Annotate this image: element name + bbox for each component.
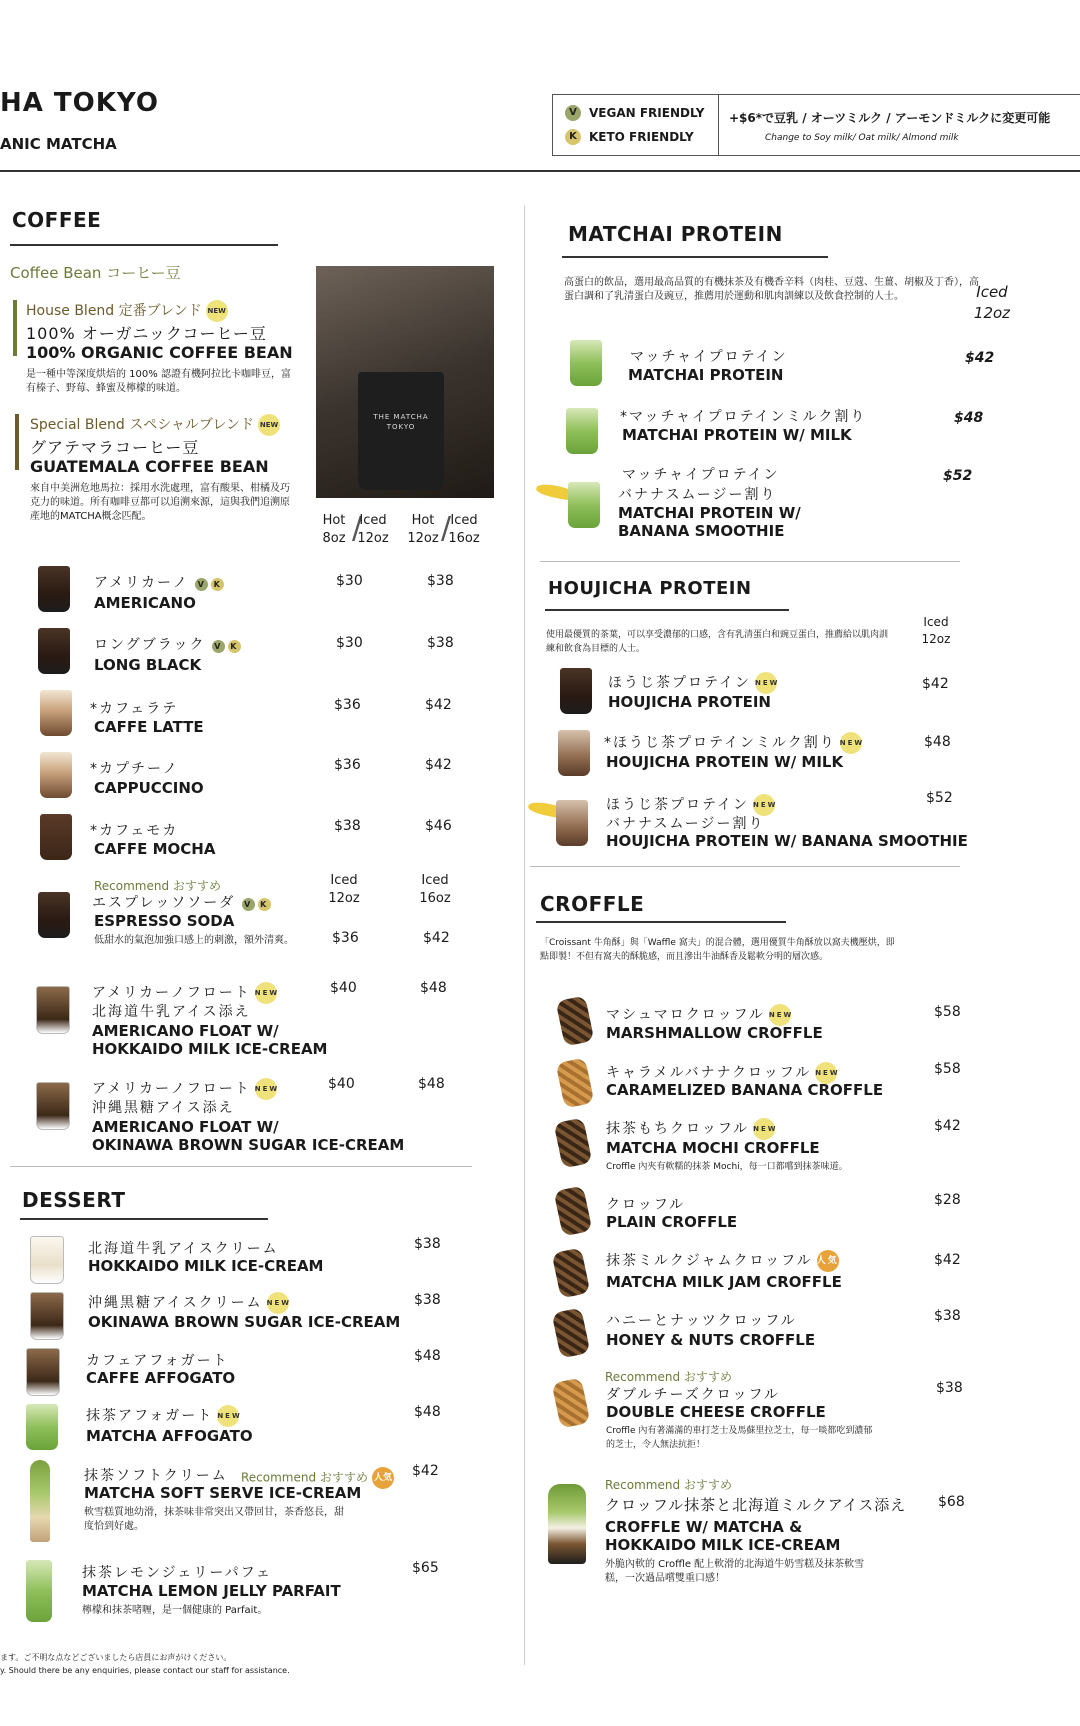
matcha-mochi-croffle-price: $42 bbox=[934, 1118, 961, 1134]
new-badge: NEW bbox=[755, 672, 777, 694]
house-blend-marker bbox=[13, 300, 17, 356]
caffe-mocha-en: CAFFE MOCHA bbox=[94, 840, 216, 858]
americano-price-2: $38 bbox=[427, 573, 454, 589]
houjicha-protein-jp: ほうじ茶プロテイン bbox=[608, 675, 752, 691]
houjicha-protein-en: HOUJICHA PROTEIN bbox=[608, 693, 771, 711]
footer-note-jp: ます。ご不明な点などございましたら店員にお声がけください。 bbox=[0, 1653, 232, 1662]
honey-nuts-croffle-price: $38 bbox=[934, 1308, 961, 1324]
honey-nuts-croffle-image bbox=[552, 1307, 591, 1358]
keto-badge-icon: K bbox=[211, 578, 224, 591]
footer-note-en: y. Should there be any enquiries, please contact our staff for assistance. bbox=[0, 1666, 290, 1675]
matchai-protein-banana-jp1: マッチャイプロテイン bbox=[622, 467, 780, 483]
coffee-title-rule bbox=[10, 244, 278, 246]
croffle-matcha-hokkaido-price: $68 bbox=[938, 1494, 965, 1510]
plain-croffle-image bbox=[554, 1185, 593, 1236]
size-header-hot-8oz bbox=[316, 512, 352, 548]
matcha-affogato-image bbox=[26, 1404, 58, 1450]
hokkaido-ice-cream-jp: 北海道牛乳アイスクリーム bbox=[88, 1241, 279, 1257]
float-okinawa-en1: AMERICANO FLOAT W/ bbox=[92, 1118, 279, 1136]
matcha-soft-serve-en: MATCHA SOFT SERVE ICE-CREAM bbox=[84, 1484, 362, 1502]
size-oz: 16oz bbox=[419, 891, 451, 906]
marshmallow-croffle-image bbox=[556, 995, 595, 1046]
size-oz: 12oz bbox=[407, 531, 439, 546]
okinawa-ice-cream-en: OKINAWA BROWN SUGAR ICE-CREAM bbox=[88, 1313, 401, 1331]
matcha-soft-serve-desc: 軟雪糕質地幼滑，抹茶味非常突出又帶回甘，茶香悠長，甜度恰到好處。 bbox=[84, 1507, 344, 1532]
houjicha-desc: 使用最優質的茶葉，可以享受濃郁的口感，含有乳清蛋白和豌豆蛋白，推薦給以肌肉訓練和飲食為目標的人士。 bbox=[546, 630, 889, 654]
matchai-protein-banana-price: $52 bbox=[943, 468, 973, 484]
float-hokkaido-en2: HOKKAIDO MILK ICE-CREAM bbox=[92, 1040, 328, 1058]
matcha-affogato-price: $48 bbox=[414, 1404, 441, 1420]
legend-vegan bbox=[565, 105, 704, 121]
menu-item-jp bbox=[606, 1250, 839, 1272]
cappuccino-price-2: $42 bbox=[425, 757, 452, 773]
espresso-soda-size-2 bbox=[417, 872, 453, 908]
double-cheese-croffle-recommend: Recommend おすすめ bbox=[605, 1370, 733, 1384]
matchai-protein-milk-price: $48 bbox=[954, 410, 984, 426]
caffe-latte-price-2: $42 bbox=[425, 697, 452, 713]
houjicha-section-title: HOUJICHA PROTEIN bbox=[548, 578, 752, 599]
size-type: Iced bbox=[976, 283, 1008, 301]
float-okinawa-jp1: アメリカーノフロート bbox=[92, 1081, 251, 1097]
matchai-protein-milk-jp: *マッチャイプロテインミルク割り bbox=[620, 409, 867, 425]
double-cheese-croffle-image bbox=[552, 1377, 591, 1428]
legend-keto-label: KETO FRIENDLY bbox=[589, 130, 694, 144]
menu-item-jp bbox=[606, 1004, 794, 1026]
size-oz: 12oz bbox=[921, 632, 951, 646]
houjicha-protein-price: $42 bbox=[922, 676, 949, 692]
okinawa-ice-cream-jp: 沖縄黒糖アイスクリーム bbox=[88, 1295, 263, 1311]
new-badge: NEW bbox=[769, 1004, 791, 1026]
float-okinawa-price-1: $40 bbox=[328, 1076, 355, 1092]
matcha-affogato-jp: 抹茶アフォガート bbox=[86, 1408, 214, 1424]
caffe-latte-price-1: $36 bbox=[334, 697, 361, 713]
new-badge: NEW bbox=[255, 982, 277, 1004]
menu-item-jp bbox=[608, 672, 780, 694]
float-okinawa-price-2: $48 bbox=[418, 1076, 445, 1092]
new-badge: NEW bbox=[217, 1405, 239, 1427]
long-black-image bbox=[38, 628, 70, 674]
matchai-protein-image bbox=[570, 340, 602, 386]
espresso-soda-price-2: $42 bbox=[423, 930, 450, 946]
float-okinawa-jp2: 沖縄黒糖アイス添え bbox=[92, 1100, 235, 1116]
cappuccino-jp: *カプチーノ bbox=[90, 761, 179, 777]
dessert-title-rule bbox=[20, 1218, 268, 1220]
croffle-matcha-hokkaido-image bbox=[548, 1484, 586, 1564]
menu-item-jp bbox=[88, 1292, 289, 1314]
houjicha-croffle-divider bbox=[530, 866, 960, 867]
americano-image bbox=[38, 566, 70, 612]
special-blend-jp: グアテマラコーヒー豆 bbox=[30, 438, 200, 457]
matcha-lemon-parfait-jp: 抹茶レモンジェリーパフェ bbox=[82, 1565, 272, 1581]
matcha-mochi-croffle-en: MATCHA MOCHI CROFFLE bbox=[606, 1139, 820, 1157]
espresso-soda-jp: エスプレッソソーダ bbox=[92, 895, 236, 911]
americano-en: AMERICANO bbox=[94, 594, 196, 612]
milk-change-note: +$6*で豆乳 / オーツミルク / アーモンドミルクに変更可能 bbox=[729, 111, 1051, 125]
caffe-mocha-price-2: $46 bbox=[425, 818, 452, 834]
caramelized-banana-croffle-jp: キャラメルバナナクロッフル bbox=[606, 1065, 812, 1081]
float-okinawa-en2: OKINAWA BROWN SUGAR ICE-CREAM bbox=[92, 1136, 405, 1154]
float-hokkaido-jp2: 北海道牛乳アイス添え bbox=[92, 1004, 251, 1020]
special-blend-desc: 來自中美洲危地馬拉：採用水洗處理，富有酸果、柑橘及巧克力的味道。所有咖啡豆都可以追溯來源，這與我們追溯原產地的MATCHA概念匹配。 bbox=[30, 483, 290, 522]
hokkaido-ice-cream-image bbox=[30, 1236, 64, 1284]
matcha-mochi-croffle-image bbox=[554, 1117, 593, 1168]
size-header-iced-12oz bbox=[355, 512, 391, 548]
keto-badge-icon: K bbox=[228, 640, 241, 653]
houjicha-protein-banana-jp2: バナナスムージー割り bbox=[606, 816, 765, 832]
matcha-mochi-croffle-desc: Croffle 內夾有軟糯的抹茶 Mochi，每一口都嚐到抹茶味道。 bbox=[606, 1162, 848, 1172]
caffe-mocha-price-1: $38 bbox=[334, 818, 361, 834]
coffee-cup-photo bbox=[316, 266, 494, 498]
store-subtitle: ANIC MATCHA bbox=[0, 135, 117, 153]
plain-croffle-en: PLAIN CROFFLE bbox=[606, 1213, 738, 1231]
houjicha-protein-milk-jp: *ほうじ茶プロテインミルク割り bbox=[604, 735, 836, 751]
store-title: HA TOKYO bbox=[0, 88, 159, 118]
dessert-section-title: DESSERT bbox=[22, 1188, 126, 1212]
size-type: Hot bbox=[411, 513, 435, 528]
caffe-latte-image bbox=[40, 690, 72, 736]
matchai-size-header bbox=[972, 282, 1012, 324]
caffe-affogato-jp: カフェアフォガート bbox=[86, 1353, 229, 1369]
menu-item-jp bbox=[606, 1118, 778, 1140]
size-type: Iced bbox=[421, 873, 449, 888]
caramelized-banana-croffle-en: CARAMELIZED BANANA CROFFLE bbox=[606, 1081, 884, 1099]
matcha-affogato-en: MATCHA AFFOGATO bbox=[86, 1427, 253, 1445]
size-slash: / bbox=[352, 511, 363, 546]
croffle-desc: 「Croissant 牛角酥」與「Waffle 窩夫」的混合體，選用優質牛角酥放以窩夫機壓烘，即點即製！不但有窩夫的酥脆感，而且滲出牛油酥香及鬆軟分明的層次感。 bbox=[540, 938, 895, 962]
menu-item-jp bbox=[92, 892, 271, 912]
size-type: Iced bbox=[330, 873, 358, 888]
special-blend-en: GUATEMALA COFFEE BEAN bbox=[30, 457, 269, 476]
houjicha-protein-banana-image bbox=[556, 800, 588, 846]
caffe-affogato-en: CAFFE AFFOGATO bbox=[86, 1369, 236, 1387]
americano-float-okinawa-image bbox=[36, 1082, 70, 1130]
double-cheese-croffle-price: $38 bbox=[936, 1380, 963, 1396]
new-badge: NEW bbox=[815, 1062, 837, 1084]
espresso-soda-price-1: $36 bbox=[332, 930, 359, 946]
houjicha-protein-milk-price: $48 bbox=[924, 734, 951, 750]
honey-nuts-croffle-jp: ハニーとナッツクロッフル bbox=[606, 1313, 797, 1329]
size-type: Hot bbox=[322, 513, 346, 528]
matchai-desc: 高蛋白的飲品，選用最高品質的有機抹茶及有機香辛料（肉桂、豆蔻、生薑、胡椒及丁香），高蛋白調和了乳清蛋白及豌豆，推薦用於運動和肌肉訓練以及飲食控制的人士。 bbox=[564, 277, 979, 302]
caffe-mocha-jp: *カフェモカ bbox=[90, 823, 179, 839]
americano-price-1: $30 bbox=[336, 573, 363, 589]
espresso-soda-desc: 低甜水的氣泡加強口感上的刺激，額外清爽。 bbox=[94, 935, 294, 946]
size-oz: 16oz bbox=[448, 531, 480, 546]
long-black-price-1: $30 bbox=[336, 635, 363, 651]
espresso-soda-en: ESPRESSO SODA bbox=[94, 912, 235, 930]
matcha-soft-serve-image bbox=[30, 1460, 50, 1542]
matchai-houjicha-divider bbox=[540, 561, 960, 562]
croffle-title-rule bbox=[536, 921, 786, 923]
matchai-protein-banana-jp2: バナナスムージー割り bbox=[618, 487, 777, 503]
matcha-mochi-croffle-jp: 抹茶もちクロッフル bbox=[606, 1121, 750, 1137]
menu-item-jp bbox=[94, 634, 241, 654]
matchai-protein-milk-image bbox=[566, 408, 598, 454]
new-badge: NEW bbox=[753, 1118, 775, 1140]
house-blend-desc: 是一種中等深度烘焙的 100% 認證有機阿拉比卡咖啡豆，富有榛子、野莓、蜂蜜及檸檬的味道。 bbox=[26, 369, 291, 394]
matchai-title-rule bbox=[562, 256, 828, 258]
caffe-latte-en: CAFFE LATTE bbox=[94, 718, 204, 736]
popular-badge: 人気 bbox=[372, 1467, 394, 1489]
matcha-soft-serve-price: $42 bbox=[412, 1463, 439, 1479]
matchai-protein-en: MATCHAI PROTEIN bbox=[628, 366, 784, 384]
legend-vegan-label: VEGAN FRIENDLY bbox=[589, 106, 705, 120]
size-oz: 12oz bbox=[973, 304, 1011, 322]
size-header-iced-16oz bbox=[446, 512, 482, 548]
new-badge: NEW bbox=[840, 732, 862, 754]
legend-keto bbox=[565, 129, 694, 145]
caramelized-banana-croffle-price: $58 bbox=[934, 1061, 961, 1077]
cappuccino-image bbox=[40, 752, 72, 798]
double-cheese-croffle-jp: ダブルチーズクロッフル bbox=[606, 1387, 780, 1403]
matchai-protein-banana-en1: MATCHAI PROTEIN W/ bbox=[618, 504, 801, 522]
okinawa-ice-cream-price: $38 bbox=[414, 1292, 441, 1308]
vegan-badge-icon: V bbox=[242, 898, 255, 911]
diet-legend bbox=[552, 94, 719, 156]
marshmallow-croffle-price: $58 bbox=[934, 1004, 961, 1020]
croffle-section-title: CROFFLE bbox=[540, 892, 645, 916]
matchai-section-title: MATCHAI PROTEIN bbox=[568, 222, 783, 246]
matchai-protein-milk-en: MATCHAI PROTEIN W/ MILK bbox=[622, 426, 852, 444]
special-blend-label-text: Special Blend スペシャルブレンド bbox=[30, 417, 255, 433]
float-hokkaido-price-1: $40 bbox=[330, 980, 357, 996]
new-badge: NEW bbox=[258, 414, 280, 436]
new-badge: NEW bbox=[255, 1078, 277, 1100]
column-divider bbox=[524, 205, 525, 1665]
matcha-soft-serve-jp: 抹茶ソフトクリーム bbox=[84, 1468, 228, 1484]
milk-change-note-en: Change to Soy milk/ Oat milk/ Almond milk bbox=[765, 133, 959, 143]
espresso-soda-recommend: Recommend おすすめ bbox=[94, 879, 222, 893]
americano-float-hokkaido-image bbox=[36, 986, 70, 1034]
menu-item-jp bbox=[86, 1405, 242, 1427]
matcha-milk-jam-croffle-image bbox=[552, 1247, 591, 1298]
house-blend-en: 100% ORGANIC COFFEE BEAN bbox=[26, 343, 293, 362]
long-black-jp: ロングブラック bbox=[94, 637, 206, 653]
menu-item-jp bbox=[604, 732, 865, 754]
special-blend-marker bbox=[15, 414, 19, 470]
house-blend-label-text: House Blend 定番ブレンド bbox=[26, 303, 202, 319]
float-hokkaido-price-2: $48 bbox=[420, 980, 447, 996]
menu-item-jp bbox=[94, 572, 224, 592]
matcha-milk-jam-croffle-jp: 抹茶ミルクジャムクロッフル bbox=[606, 1253, 813, 1269]
house-blend-jp: 100% オーガニックコーヒー豆 bbox=[26, 324, 267, 343]
double-cheese-croffle-desc: Croffle 內有著滿滿的車打芝士及馬蘇里拉芝士，每一啖都吃到濃郁的芝士，令人無法抗拒！ bbox=[606, 1426, 873, 1450]
croffle-matcha-hokkaido-jp: クロッフル抹茶と北海道ミルクアイス添え bbox=[605, 1496, 907, 1514]
popular-badge: 人気 bbox=[817, 1250, 839, 1272]
special-blend-label bbox=[30, 414, 280, 436]
houjicha-title-rule bbox=[545, 609, 789, 611]
houjicha-protein-banana-en: HOUJICHA PROTEIN W/ BANANA SMOOTHIE bbox=[606, 832, 968, 850]
plain-croffle-jp: クロッフル bbox=[606, 1197, 686, 1213]
coffee-dessert-divider bbox=[10, 1166, 472, 1167]
size-type: Iced bbox=[359, 513, 387, 528]
houjicha-protein-image bbox=[560, 668, 592, 714]
hokkaido-ice-cream-price: $38 bbox=[414, 1236, 441, 1252]
matcha-milk-jam-croffle-price: $42 bbox=[934, 1252, 961, 1268]
caramelized-banana-croffle-image bbox=[556, 1057, 595, 1108]
recommend-label: Recommend おすすめ bbox=[241, 1470, 369, 1485]
new-badge: NEW bbox=[267, 1292, 289, 1314]
houjicha-protein-banana-jp1: ほうじ茶プロテイン bbox=[606, 797, 750, 813]
vegan-badge-icon: V bbox=[212, 640, 225, 653]
new-badge: NEW bbox=[206, 300, 228, 322]
matchai-protein-banana-image bbox=[568, 482, 600, 528]
houjicha-size-header bbox=[918, 614, 954, 648]
matcha-lemon-parfait-image bbox=[26, 1560, 52, 1622]
cup-logo: THE MATCHA TOKYO bbox=[373, 413, 429, 431]
matcha-milk-jam-croffle-en: MATCHA MILK JAM CROFFLE bbox=[606, 1273, 842, 1291]
matchai-protein-price: $42 bbox=[965, 350, 995, 366]
croffle-matcha-hokkaido-en2: HOKKAIDO MILK ICE-CREAM bbox=[605, 1536, 841, 1554]
croffle-matcha-hokkaido-en1: CROFFLE W/ MATCHA & bbox=[605, 1518, 803, 1536]
marshmallow-croffle-en: MARSHMALLOW CROFFLE bbox=[606, 1024, 823, 1042]
matchai-protein-jp: マッチャイプロテイン bbox=[630, 349, 788, 365]
double-cheese-croffle-en: DOUBLE CHEESE CROFFLE bbox=[606, 1403, 826, 1421]
honey-nuts-croffle-en: HONEY & NUTS CROFFLE bbox=[606, 1331, 816, 1349]
caffe-affogato-image bbox=[26, 1348, 60, 1396]
house-blend-label bbox=[26, 300, 228, 322]
new-badge: NEW bbox=[753, 794, 775, 816]
size-type: Iced bbox=[923, 615, 949, 629]
plain-croffle-price: $28 bbox=[934, 1192, 961, 1208]
coffee-cup-image bbox=[358, 372, 444, 490]
espresso-soda-image bbox=[38, 892, 70, 938]
coffee-bean-title: Coffee Bean コーヒー豆 bbox=[10, 264, 181, 282]
hokkaido-ice-cream-en: HOKKAIDO MILK ICE-CREAM bbox=[88, 1257, 324, 1275]
size-type: Iced bbox=[450, 513, 478, 528]
okinawa-ice-cream-image bbox=[30, 1292, 64, 1340]
croffle-matcha-hokkaido-recommend: Recommend おすすめ bbox=[605, 1478, 733, 1492]
caffe-affogato-price: $48 bbox=[414, 1348, 441, 1364]
header-divider bbox=[0, 170, 1080, 172]
vegan-badge-icon: V bbox=[195, 578, 208, 591]
float-hokkaido-jp1: アメリカーノフロート bbox=[92, 985, 251, 1001]
americano-jp: アメリカーノ bbox=[94, 575, 189, 591]
float-hokkaido-en1: AMERICANO FLOAT W/ bbox=[92, 1022, 279, 1040]
espresso-soda-size-1 bbox=[326, 872, 362, 908]
matcha-lemon-parfait-price: $65 bbox=[412, 1560, 439, 1576]
keto-badge-icon: K bbox=[565, 129, 581, 145]
cappuccino-en: CAPPUCCINO bbox=[94, 779, 204, 797]
marshmallow-croffle-jp: マシュマロクロッフル bbox=[606, 1007, 765, 1023]
caffe-latte-jp: *カフェラテ bbox=[90, 701, 179, 717]
keto-badge-icon: K bbox=[258, 898, 271, 911]
matcha-lemon-parfait-en: MATCHA LEMON JELLY PARFAIT bbox=[82, 1582, 341, 1600]
size-oz: 12oz bbox=[357, 531, 389, 546]
long-black-price-2: $38 bbox=[427, 635, 454, 651]
size-oz: 8oz bbox=[322, 531, 346, 546]
houjicha-protein-milk-en: HOUJICHA PROTEIN W/ MILK bbox=[606, 753, 844, 771]
caffe-mocha-image bbox=[40, 814, 72, 860]
coffee-section-title: COFFEE bbox=[12, 208, 102, 232]
matcha-lemon-parfait-desc: 檸檬和抹茶啫喱，是一個健康的 Parfait。 bbox=[82, 1605, 268, 1616]
size-header-hot-12oz bbox=[405, 512, 441, 548]
size-oz: 12oz bbox=[328, 891, 360, 906]
size-slash: / bbox=[441, 511, 452, 546]
cappuccino-price-1: $36 bbox=[334, 757, 361, 773]
milk-change-box bbox=[717, 94, 1080, 156]
matchai-protein-banana-en2: BANANA SMOOTHIE bbox=[618, 522, 785, 540]
long-black-en: LONG BLACK bbox=[94, 656, 202, 674]
houjicha-protein-milk-image bbox=[558, 730, 590, 776]
vegan-badge-icon: V bbox=[565, 105, 581, 121]
croffle-matcha-hokkaido-desc: 外脆內軟的 Croffle 配上軟滑的北海道牛奶雪糕及抹茶軟雪糕，一次過品嚐雙重口感！ bbox=[605, 1559, 865, 1584]
houjicha-protein-banana-price: $52 bbox=[926, 790, 953, 806]
